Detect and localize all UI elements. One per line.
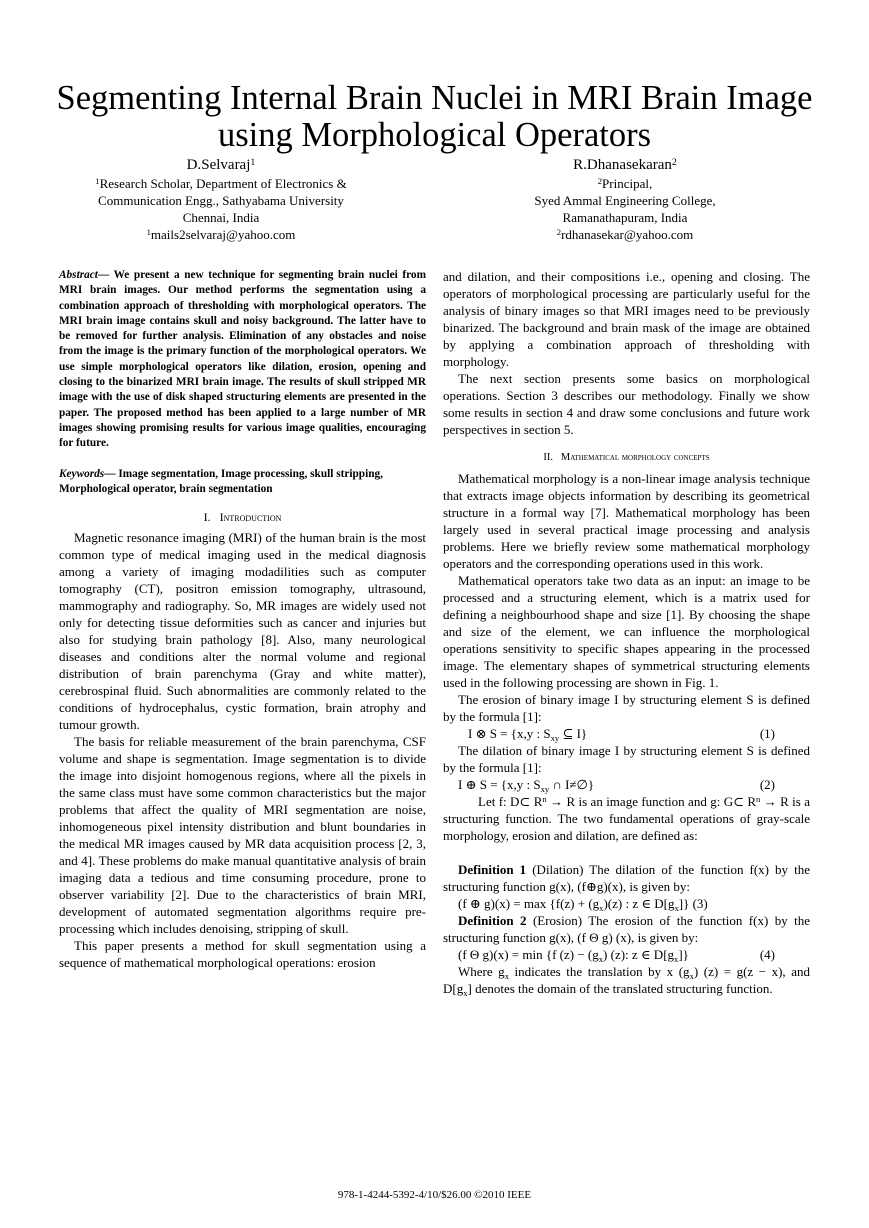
paragraph: The dilation of binary image I by structuring element S is defined by the formula [1]: xyxy=(443,743,810,775)
right-column xyxy=(443,268,810,997)
paragraph: Mathematical operators take two data as an input: an image to be processed and a structuring element, which is a matrix used for defining a neighbourhood shape and size [1]. By choosing the shape and size of the element, we can influence the morphological operations sensitivity to specific shapes appearing in the processed image. The elementary shapes of symmetrical structuring elements used in the following processing are shown in Fig. 1. xyxy=(443,573,810,690)
abstract: Abstract— We present a new technique for segmenting brain nuclei from MRI brain images. Our method performs the segmentation using a combination approach of thresholding with morphological operators. The MRI brain image contains skull and noisy background. The latter have to be removed for further analysis. Elimination of any obstacles and noise from the image is the primary function of the morphological operators. We use simple morphological operators like dilation, erosion, opening and closing to the binarized MRI brain image. The results of skull stripped MR image with the use of disk shaped structuring elements are presented in the paper. The proposed method has been applied to a large number of MR images showing promising results for various image qualities, encouraging for future. xyxy=(59,269,426,450)
paragraph: The next section presents some basics on morphological operations. Section 3 describes our methodology. Finally we show some results in section 4 and draw some conclusions and future work perspectives in section 5. xyxy=(443,371,810,437)
paragraph: The basis for reliable measurement of the brain parenchyma, CSF volume and shape is segmentation. Image segmentation is to divide the image into disjoint homogenous regions, where all the pixels in the same class must have some common characteristics but the major problems that affect the quality of MRI segmentation are noise, inhomogeneous pixel intensity distribution and blunt boundaries in the medical MR images caused by MR data acquisition process [2, 3, and 4]. These problems do make manual quantitative analysis of brain imaging data a tedious and time consuming procedure, prone to observer variability [2]. Due to the characteristics of brain MRI, development of automated segmentation algorithms require pre-processing which includes denoising, stripping of skull. xyxy=(59,734,426,937)
paragraph: and dilation, and their compositions i.e., opening and closing. The operators of morphological processing are particularly useful for the analysis of binary images so that MRI images need to be previously binarized. The background and brain mask of the image are obtained by applying a combination approach of thresholding with morphology. xyxy=(443,269,810,369)
equation-2: I ⊕ S = {x,y : $S_{xy}$ ∩ I≠∅} (2) xyxy=(458,777,775,794)
paragraph: Mathematical morphology is a non-linear image analysis technique that extracts image objects information by describing its geometrical structure in a formal way [7]. Mathematical morphology has been largely used in several practical image processing and analysis problems. Here we briefly review some mathematical morphology operators and the corresponding operations used in this work. xyxy=(443,471,810,571)
author-affiliation: Research Scholar, Department of Electronics & xyxy=(99,176,347,191)
author-name: R.Dhanasekaran xyxy=(573,157,672,173)
author-block-2: R.Dhanasekaran$^2$ $^2$Principal, Syed Ammal Engineering College, Ramanathapuram, India $^2$rdhanasekar@yahoo.com xyxy=(534,156,716,242)
author-block-1: D.Selvaraj$^1$ $^1$Research Scholar, Department of Electronics & Communication Engg., Sathyabama University Chennai, India $^1$mails2selvaraj@yahoo.com xyxy=(95,156,347,242)
left-column xyxy=(59,268,426,971)
author-affiliation: Principal, xyxy=(602,176,653,191)
section-heading-introduction: I. Introduction xyxy=(203,510,282,525)
equation-4: (f Θ g)(x) = min {f $(z) - (g_x)$ (z): z ∈ $D[g_x]$} (4) xyxy=(458,947,775,964)
paper-title: Segmenting Internal Brain Nuclei in MRI Brain Image using Morphological Operators xyxy=(56,79,813,154)
definition-2: Definition 2 (Erosion) The erosion of the function f(x) by the structuring function g(x), (f Θ g) (x), is given by: xyxy=(443,913,810,945)
equation-3: (f ⊕ $g)(x) = \max \{f(z) + (g_x)(z)$ : z ∈ $D[g_x]$} (3) xyxy=(458,896,708,913)
paragraph: The erosion of binary image I by structuring element S is defined by the formula [1]: xyxy=(443,692,810,724)
paragraph: Magnetic resonance imaging (MRI) of the human brain is the most common type of medical imaging used in the medical diagnosis among a variety of imaging modadilities such as computer tomography (CT), positron emission tomography, ultrasound, mammography and radiography. So, MR images are widely used not only for detecting tissue deformities such as cancer and injuries but also for studying brain pathology [8]. Also, many neurological diseases and conditions alter the normal volume and regional distribution of brain parenchyma (Gray and white matter), cerebrospinal fluid. Such abnormalities are commonly related to the conditions of hydrocephalus, cystic formation, brain atrophy and tumour growth. xyxy=(59,530,426,733)
author-email: mails2selvaraj@yahoo.com xyxy=(150,227,296,242)
section-heading-morphology: II. Mathematical morphology concepts xyxy=(543,452,710,463)
copyright-footer: 978-1-4244-5392-4/10/$26.00 ©2010 IEEE xyxy=(337,1189,532,1201)
author-name: D.Selvaraj xyxy=(186,157,251,173)
paragraph: Where $g_x$ indicates the translation by x $(g_x) (z) = g(z - x)$, and $D[g_x]$ denotes the domain of the translated structuring function. xyxy=(443,964,811,998)
keywords: Keywords— Image segmentation, Image processing, skull stripping, Morphological operator, brain segmentation xyxy=(59,467,383,495)
author-email: rdhanasekar@yahoo.com xyxy=(561,227,694,242)
definition-1: Definition 1 (Dilation) The dilation of the function f(x) by the structuring function g(x), (f⊕g)(x), is given by: xyxy=(443,862,810,894)
paragraph: Let f: D⊂ $R^n \to R$ is an image function and g: G⊂ $R^n \to R$ is a structuring function. The two fundamental operations of gray-scale morphology, erosion and dilation, are defined as: xyxy=(443,794,810,843)
equation-1: I ⊗ S = {x,y : $S_{xy}$ ⊆ I} (1) xyxy=(468,726,775,743)
paragraph: This paper presents a method for skull segmentation using a sequence of mathematical morphological operations: erosion xyxy=(59,938,426,971)
